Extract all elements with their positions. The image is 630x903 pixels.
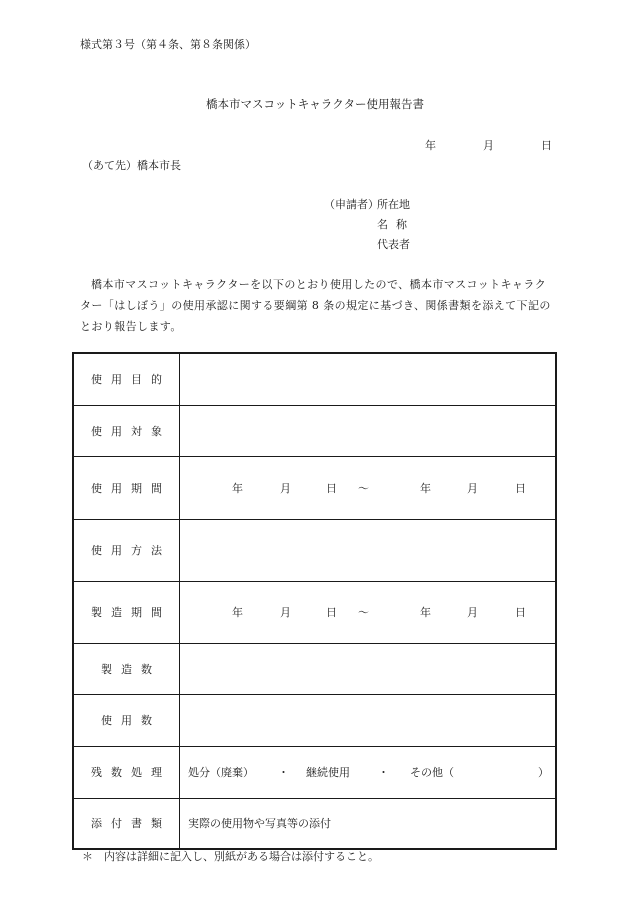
mfg-start-day: 日 [326, 606, 337, 619]
purpose-field[interactable] [180, 353, 557, 405]
applicant-address-label: 所在地 [377, 198, 410, 211]
remaining-label: 残数処理 [91, 766, 171, 779]
purpose-label-cell [73, 353, 180, 405]
period-label: 使用期間 [91, 481, 171, 495]
mfg-end-year: 年 [420, 606, 431, 619]
period-start-month: 月 [280, 481, 291, 495]
period-end-year: 年 [420, 481, 431, 495]
form-number-label: 様式第３号（第４条、第８条関係） [80, 38, 256, 51]
row-mfg-period [73, 581, 556, 643]
option-separator-2: ・ [378, 766, 389, 779]
option-disposal[interactable]: 処分（廃棄） [188, 766, 254, 779]
mfg-period-label: 製造期間 [91, 606, 171, 619]
report-body-text: 橋本市マスコットキャラクターを以下のとおり使用したので、橋本市マスコットキャラクター「はしぼう」の使用承認に関する要綱第 8 条の規定に基づき、関係書類を添えて下記のとおり報告します。 [80, 278, 551, 333]
target-label: 使用対象 [91, 424, 171, 438]
mfg-end-month: 月 [467, 606, 478, 619]
mfg-period-label-cell [73, 581, 180, 643]
mfg-qty-label: 製造数 [101, 662, 161, 676]
use-qty-field[interactable] [180, 694, 557, 746]
row-purpose [73, 353, 556, 405]
mfg-qty-label-cell [73, 643, 180, 694]
remaining-field[interactable] [180, 746, 557, 798]
report-form-table [72, 352, 557, 850]
option-other-close: ） [538, 766, 549, 779]
addressee: （あて先）橋本市長 [82, 159, 181, 172]
footnote: ＊ 内容は詳細に記入し、別紙がある場合は添付すること。 [82, 850, 379, 863]
purpose-label: 使用目的 [91, 373, 171, 387]
document-title: 橋本市マスコットキャラクター使用報告書 [205, 97, 425, 111]
applicant-name-label: 名称 [377, 218, 415, 231]
attachments-label: 添付書類 [91, 817, 171, 831]
use-qty-label-cell [73, 694, 180, 746]
row-target [73, 405, 556, 456]
option-continue[interactable]: 継続使用 [306, 766, 350, 779]
method-label-cell [73, 519, 180, 581]
period-start-day: 日 [326, 481, 337, 495]
mfg-qty-field[interactable] [180, 643, 557, 694]
attachments-value: 実際の使用物や写真等の添付 [180, 798, 557, 849]
row-attachments [73, 798, 556, 849]
period-label-cell [73, 456, 180, 519]
date-year-label: 年 [425, 139, 436, 152]
period-tilde: ～ [358, 481, 369, 495]
row-period [73, 456, 556, 519]
target-field[interactable] [180, 405, 557, 456]
use-qty-label: 使用数 [101, 714, 161, 727]
option-other[interactable]: その他（ [410, 766, 454, 779]
row-use-qty [73, 694, 556, 746]
period-end-day: 日 [515, 481, 526, 495]
period-field[interactable] [180, 456, 557, 519]
mfg-end-day: 日 [515, 606, 526, 619]
attachments-label-cell [73, 798, 180, 849]
period-start-year: 年 [232, 481, 243, 495]
mfg-start-year: 年 [232, 606, 243, 619]
applicant-label: （申請者） [324, 198, 379, 211]
date-month-label: 月 [483, 139, 494, 152]
applicant-representative-label: 代表者 [377, 238, 410, 251]
row-method [73, 519, 556, 581]
row-remaining [73, 746, 556, 798]
option-separator-1: ・ [278, 766, 289, 779]
date-day-label: 日 [541, 139, 552, 152]
remaining-label-cell [73, 746, 180, 798]
mfg-period-field[interactable] [180, 581, 557, 643]
target-label-cell [73, 405, 180, 456]
method-label: 使用方法 [91, 544, 171, 557]
mfg-tilde: ～ [358, 606, 369, 619]
row-mfg-qty [73, 643, 556, 694]
period-end-month: 月 [467, 481, 478, 495]
method-field[interactable] [180, 519, 557, 581]
mfg-start-month: 月 [280, 606, 291, 619]
